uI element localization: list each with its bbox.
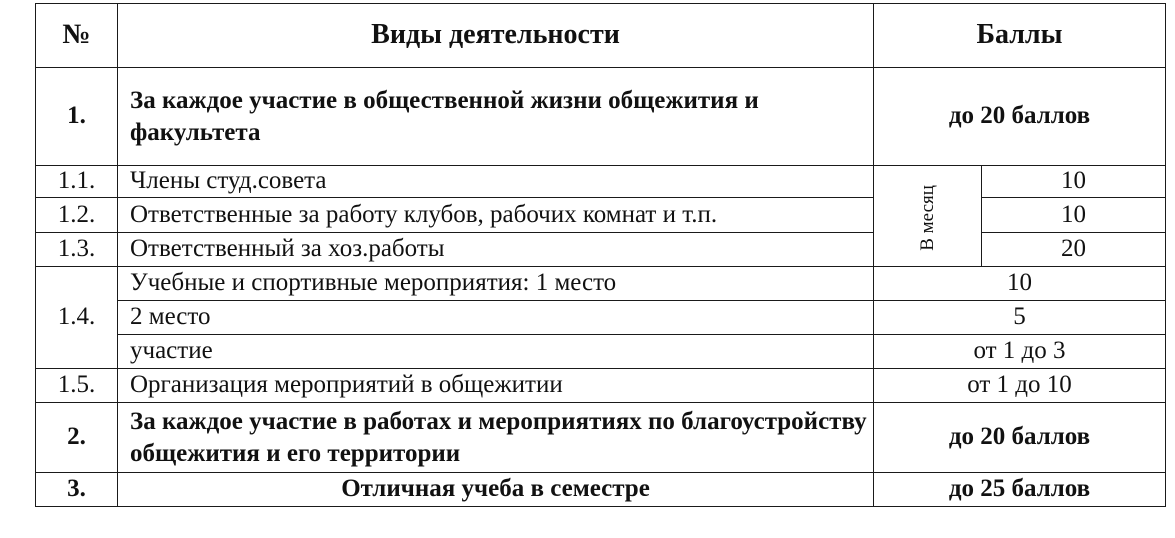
- row-number: 2.: [36, 403, 118, 473]
- row-number: 1.3.: [36, 233, 118, 267]
- row-number: 1.5.: [36, 369, 118, 403]
- row-activity: Учебные и спортивные мероприятия: 1 место: [118, 267, 874, 301]
- row-activity: 2 место: [118, 301, 874, 335]
- row-number: 1.1.: [36, 166, 118, 198]
- table-row: [36, 403, 1166, 473]
- table-row: [36, 267, 1166, 301]
- row-activity: За каждое участие в общественной жизни общежития и факультета: [118, 68, 874, 166]
- table-row: [36, 473, 1166, 507]
- row-points: до 20 баллов: [874, 68, 1166, 166]
- row-number: 1.2.: [36, 198, 118, 233]
- row-points: 10: [982, 166, 1166, 198]
- activities-table: [35, 3, 1166, 507]
- table-header-row: [36, 4, 1166, 68]
- row-activity: Ответственный за хоз.работы: [118, 233, 874, 267]
- row-points: до 20 баллов: [874, 403, 1166, 473]
- row-activity: Ответственные за работу клубов, рабочих комнат и т.п.: [118, 198, 874, 233]
- row-points: до 25 баллов: [874, 473, 1166, 507]
- table-row: [36, 166, 1166, 198]
- header-activity: Виды деятельности: [118, 4, 874, 68]
- table-row: [36, 335, 1166, 369]
- row-activity: Члены студ.совета: [118, 166, 874, 198]
- row-activity: За каждое участие в работах и мероприятиях по благоустройству общежития и его территории: [118, 403, 874, 473]
- row-points: от 1 до 3: [874, 335, 1166, 369]
- row-points: 10: [982, 198, 1166, 233]
- table-row: [36, 301, 1166, 335]
- header-points: Баллы: [874, 4, 1166, 68]
- row-number: 1.4.: [36, 267, 118, 369]
- row-points: от 1 до 10: [874, 369, 1166, 403]
- row-points: 10: [874, 267, 1166, 301]
- monthly-label: В месяц: [916, 184, 938, 251]
- table-row: [36, 369, 1166, 403]
- table-row: [36, 68, 1166, 166]
- row-points: 5: [874, 301, 1166, 335]
- row-number: 3.: [36, 473, 118, 507]
- table-row: [36, 198, 1166, 233]
- row-activity: участие: [118, 335, 874, 369]
- row-activity: Организация мероприятий в общежитии: [118, 369, 874, 403]
- monthly-label-cell: [874, 166, 982, 267]
- table-row: [36, 233, 1166, 267]
- row-number: 1.: [36, 68, 118, 166]
- header-number: №: [36, 4, 118, 68]
- row-activity: Отличная учеба в семестре: [118, 473, 874, 507]
- row-points: 20: [982, 233, 1166, 267]
